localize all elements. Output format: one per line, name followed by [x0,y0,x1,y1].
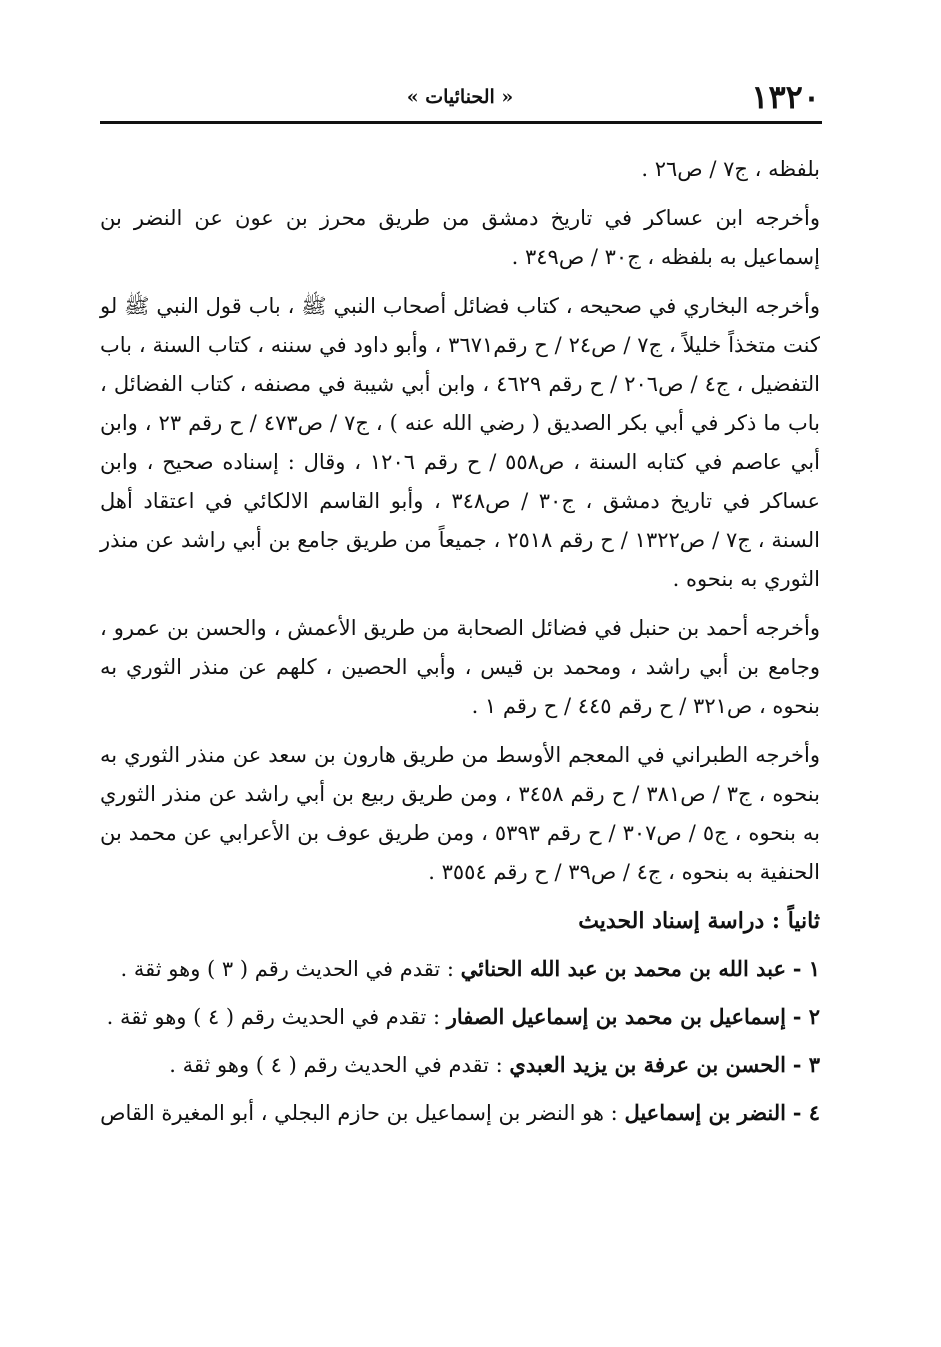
page-header [100,78,820,116]
page-body [100,150,820,1141]
narrator-name: الحسن بن عرفة بن يزيد العبدي [509,1052,786,1077]
narrator-name: النضر بن إسماعيل [624,1100,786,1125]
narrator-item-1 [100,949,820,989]
narrator-name: عبد الله بن محمد بن عبد الله الحنائي [460,956,786,981]
narrator-note: : تقدم في الحديث رقم ( ٤ ) وهو ثقة . [106,1005,447,1029]
item-number: ١ - [792,956,820,981]
narrator-name: إسماعيل بن محمد بن إسماعيل الصفار [446,1004,786,1029]
header-rule [100,121,822,124]
narrator-item-2 [100,997,820,1037]
page-number: ١٣٢٠ [751,78,820,116]
paragraph-3: وأخرجه البخاري في صحيحه ، كتاب فضائل أصحاب النبي ﷺ ، باب قول النبي ﷺ لو كنت متخذاً خليلاً ، ج٧ / ص٢٤ / ح رقم٣٦٧١ ، وأبو داود في سننه ، كتاب السنة ، باب التفضيل ، ج٤ / ص٢٠٦ / ح رقم ٤٦٢٩ ، وابن أبي شيبة في مصنفه ، كتاب الفضائل ، باب ما ذكر في أبي بكر الصديق ( رضي الله عنه ) ، ج٧ / ص٤٧٣ / ح رقم ٢٣ ، وابن أبي عاصم في كتابه السنة ، ص٥٥٨ / ح رقم ١٢٠٦ ، وقال : إسناده صحيح ، وابن عساكر في تاريخ دمشق ، ج٣٠ / ص٣٤٨ ، وأبو القاسم الالكائي في اعتقاد أهل السنة ، ج٧ / ص١٣٢٢ / ح رقم ٢٥١٨ ، جميعاً من طريق جامع بن أبي راشد عن منذر الثوري به بنحوه . [100,294,820,591]
paragraph-4: وأخرجه أحمد بن حنبل في فضائل الصحابة من طريق الأعمش ، والحسن بن عمرو ، وجامع بن أبي راشد ، ومحمد بن قيس ، وأبي الحصين ، كلهم عن منذر الثوري به بنحوه ، ص٣٢١ / ح رقم ٤٤٥ / ح رقم ١ . [100,616,820,718]
paragraph-1: بلفظه ، ج٧ / ص٢٦ . [641,157,820,181]
narrator-note: : تقدم في الحديث رقم ( ٣ ) وهو ثقة . [120,957,461,981]
paragraph-2: وأخرجه ابن عساكر في تاريخ دمشق من طريق محرز بن عون عن النضر بن إسماعيل به بلفظه ، ج٣٠ / ص٣٤٩ . [100,206,820,269]
section-heading: ثانياً : دراسة إسناد الحديث [578,908,820,934]
running-title: « الحنائيات » [406,86,514,108]
item-number: ٤ - [792,1100,820,1125]
narrator-item-3 [100,1045,820,1085]
item-number: ٣ - [792,1052,820,1077]
item-number: ٢ - [792,1004,820,1029]
paragraph-5: وأخرجه الطبراني في المعجم الأوسط من طريق هارون بن سعد عن منذر الثوري به بنحوه ، ج٣ / ص٣٨١ / ح رقم ٣٤٥٨ ، ومن طريق ربيع بن أبي راشد عن منذر الثوري به بنحوه ، ج٥ / ص٣٠٧ / ح رقم ٥٣٩٣ ، ومن طريق عوف بن الأعرابي عن محمد بن الحنفية به بنحوه ، ج٤ / ص٣٩ / ح رقم ٣٥٥٤ . [100,743,820,884]
narrator-item-4 [100,1093,820,1133]
narrator-note: : هو النضر بن إسماعيل بن حازم البجلي ، أبو المغيرة القاص [100,1101,625,1125]
narrator-note: : تقدم في الحديث رقم ( ٤ ) وهو ثقة . [169,1053,510,1077]
